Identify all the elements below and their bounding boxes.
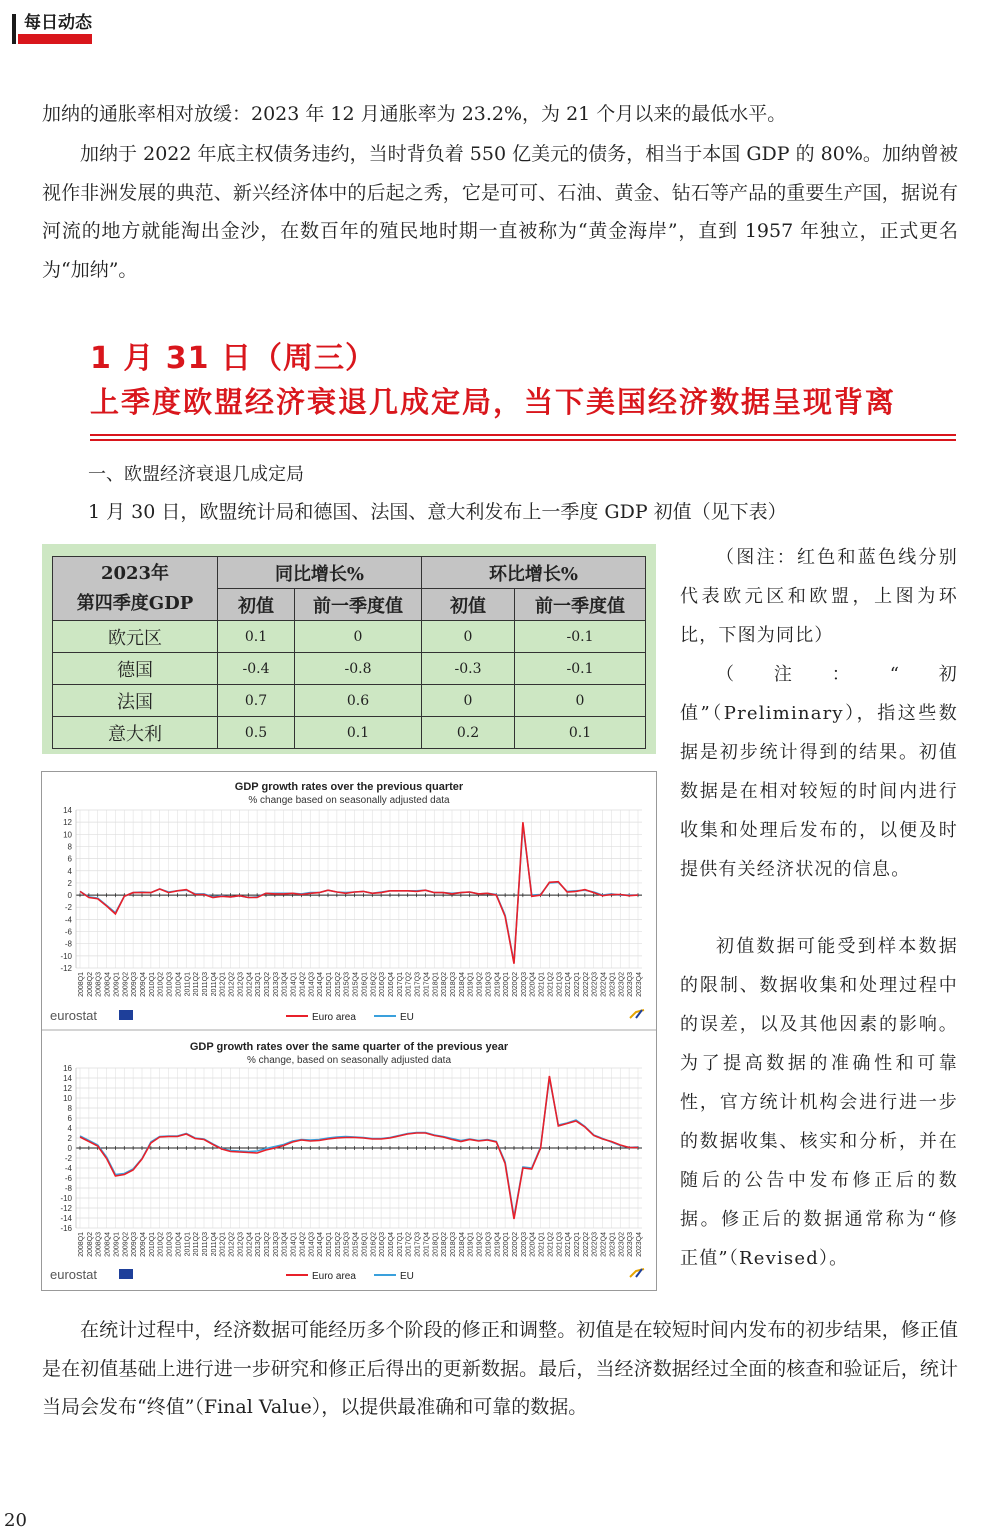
x-tick-label: 2023Q2 (618, 972, 626, 997)
x-tick-label: 2017Q2 (405, 972, 413, 997)
y-tick-label: -12 (60, 964, 72, 973)
y-tick-label: 4 (67, 1124, 72, 1133)
x-tick-label: 2009Q3 (131, 1232, 139, 1257)
y-tick-label: 2 (67, 878, 72, 888)
x-tick-label: 2011Q3 (202, 972, 209, 997)
side-note-revised: 初值数据可能受到样本数据的限制、数据收集和处理过程中的误差，以及其他因素的影响。为了提高数据的准确性和可靠性，官方统计机构会进行进一步的数据收集、核实和分析，并在随后的公告中发布修正后的数据。修正后的数据通常称为“修正值”（Revised）。 (680, 936, 958, 1269)
eu-flag-icon (119, 1269, 133, 1279)
x-tick-label: 2017Q1 (396, 1232, 404, 1257)
x-tick-label: 2009Q4 (140, 1232, 147, 1257)
x-tick-label: 2021Q4 (565, 1232, 573, 1257)
cell: 0.1 (295, 717, 422, 749)
y-tick-label: -10 (60, 1194, 72, 1203)
x-tick-label: 2013Q2 (264, 972, 271, 997)
x-tick-label: 2015Q3 (343, 972, 351, 997)
x-tick-label: 2017Q4 (423, 1232, 431, 1257)
x-tick-label: 2010Q3 (166, 972, 174, 997)
x-tick-label: 2010Q1 (148, 972, 156, 997)
x-tick-label: 2021Q2 (547, 972, 555, 997)
y-tick-label: -6 (64, 1174, 72, 1183)
x-tick-label: 2017Q3 (414, 972, 422, 997)
eu-flag-icon (119, 1010, 133, 1020)
table-subheader: 初值 (422, 589, 515, 621)
y-tick-label: 14 (63, 806, 72, 815)
y-tick-label: -4 (64, 1164, 72, 1173)
cell: 0.6 (295, 685, 422, 717)
x-tick-label: 2013Q1 (255, 1232, 263, 1257)
x-tick-label: 2013Q3 (272, 972, 280, 997)
y-tick-label: 8 (67, 842, 72, 852)
x-tick-label: 2017Q1 (396, 972, 404, 997)
table-subheader: 前一季度值 (295, 589, 422, 621)
x-tick-label: 2019Q1 (467, 972, 475, 997)
x-tick-label: 2013Q4 (281, 1232, 289, 1257)
x-tick-label: 2022Q2 (582, 972, 590, 997)
table-subheader: 前一季度值 (515, 589, 646, 621)
x-tick-label: 2021Q3 (556, 972, 564, 997)
cell: 0.5 (218, 717, 295, 749)
x-tick-label: 2015Q4 (352, 972, 360, 997)
cell: 0 (422, 621, 515, 653)
cell: -0.1 (515, 621, 646, 653)
x-tick-label: 2012Q4 (246, 972, 254, 997)
table-row (53, 685, 646, 717)
y-tick-label: 0 (67, 891, 72, 901)
series-line-eu (80, 825, 638, 963)
x-tick-label: 2013Q2 (264, 1232, 271, 1257)
x-tick-label: 2015Q3 (343, 1232, 351, 1257)
x-tick-label: 2011Q1 (184, 972, 192, 997)
lead-paragraph: 1 月 30 日，欧盟统计局和德国、法国、意大利发布上一季度 GDP 初值（见下表） (88, 501, 787, 523)
x-tick-label: 2018Q3 (450, 1232, 457, 1257)
y-tick-label: 16 (63, 1064, 72, 1073)
x-tick-label: 2012Q4 (246, 1232, 254, 1257)
x-tick-label: 2014Q4 (317, 1232, 325, 1257)
x-tick-label: 2018Q2 (441, 1232, 449, 1257)
x-tick-label: 2020Q2 (512, 972, 519, 997)
x-tick-label: 2022Q3 (591, 972, 599, 997)
x-tick-label: 2010Q2 (157, 972, 165, 997)
x-tick-label: 2023Q1 (609, 1232, 617, 1257)
section-heading: 一、欧盟经济衰退几成定局 (88, 464, 304, 485)
x-tick-label: 2022Q2 (582, 1232, 590, 1257)
cell: -0.1 (515, 653, 646, 685)
headline-rule-top (90, 434, 956, 436)
x-tick-label: 2016Q2 (370, 972, 378, 997)
x-tick-label: 2021Q1 (538, 972, 546, 997)
x-tick-label: 2008Q4 (104, 1232, 112, 1257)
x-tick-label: 2009Q2 (122, 972, 130, 997)
cell: 0 (295, 621, 422, 653)
row-name: 德国 (53, 653, 218, 685)
x-tick-label: 2023Q3 (627, 972, 635, 997)
x-tick-label: 2010Q3 (166, 1232, 174, 1257)
chart-subtitle: % change, based on seasonally adjusted data (246, 1055, 452, 1066)
y-tick-label: -8 (64, 939, 72, 949)
x-tick-label: 2011Q4 (210, 1232, 218, 1257)
x-tick-label: 2009Q1 (113, 1232, 121, 1257)
x-tick-label: 2015Q1 (326, 1232, 333, 1257)
y-tick-label: 0 (67, 1144, 72, 1153)
x-tick-label: 2010Q4 (175, 1232, 183, 1257)
x-tick-label: 2014Q3 (308, 972, 316, 997)
y-tick-label: -12 (60, 1204, 72, 1213)
closing-paragraph: 在统计过程中，经济数据可能经历多个阶段的修正和调整。初值是在较短时间内发布的初步结果，修正值是在初值基础上进行进一步研究和修正后得出的更新数据。最后，当经济数据经过全面的核查和验证后，统计当局会发布“终值”（Final Value），以提供最准确和可靠的数据。 (42, 1319, 958, 1418)
y-tick-label: 4 (67, 866, 72, 876)
x-tick-label: 2022Q4 (600, 972, 608, 997)
y-tick-label: -10 (60, 951, 72, 961)
y-tick-label: -8 (64, 1184, 72, 1193)
table-row (53, 653, 646, 685)
cell: 0.7 (218, 685, 295, 717)
x-tick-label: 2016Q2 (370, 1232, 378, 1257)
cell: 0.1 (218, 621, 295, 653)
x-tick-label: 2023Q3 (627, 1232, 635, 1257)
series-line-euro-area (80, 822, 638, 964)
y-tick-label: 8 (67, 1104, 72, 1113)
x-tick-label: 2014Q3 (308, 1232, 316, 1257)
x-tick-label: 2012Q1 (219, 1232, 227, 1257)
x-tick-label: 2015Q1 (326, 972, 333, 997)
x-tick-label: 2019Q3 (485, 972, 493, 997)
y-tick-label: 10 (63, 830, 72, 840)
x-tick-label: 2020Q3 (520, 1232, 528, 1257)
table-group-yoy: 同比增长% (218, 557, 422, 589)
y-tick-label: 6 (67, 854, 72, 864)
cell: 0.2 (422, 717, 515, 749)
x-tick-label: 2019Q1 (467, 1232, 475, 1257)
x-tick-label: 2018Q3 (450, 972, 457, 997)
x-tick-label: 2011Q2 (193, 972, 201, 997)
x-tick-label: 2020Q4 (529, 1232, 537, 1257)
x-tick-label: 2014Q1 (290, 1232, 298, 1257)
x-tick-label: 2008Q3 (95, 1232, 103, 1257)
y-tick-label: 12 (63, 1084, 72, 1093)
table-subheader: 初值 (218, 589, 295, 621)
x-tick-label: 2008Q3 (95, 972, 103, 997)
x-tick-label: 2013Q1 (255, 972, 263, 997)
x-tick-label: 2010Q1 (148, 1232, 156, 1257)
x-tick-label: 2017Q3 (414, 1232, 422, 1257)
x-tick-label: 2011Q1 (184, 1232, 192, 1257)
y-tick-label: 2 (67, 1134, 72, 1143)
cell: 0 (515, 685, 646, 717)
x-tick-label: 2020Q3 (520, 972, 528, 997)
x-tick-label: 2015Q2 (334, 972, 342, 997)
table-row (53, 621, 646, 653)
x-tick-label: 2015Q2 (334, 1232, 342, 1257)
article-headline: 上季度欧盟经济衰退几成定局，当下美国经济数据呈现背离 (90, 385, 897, 419)
x-tick-label: 2023Q4 (636, 972, 643, 997)
x-tick-label: 2008Q4 (104, 972, 112, 997)
legend-label-eu: EU (400, 1271, 414, 1282)
x-tick-label: 2009Q3 (131, 972, 139, 997)
x-tick-label: 2012Q3 (237, 1232, 245, 1257)
intro-paragraph-2: 加纳于 2022 年底主权债务违约，当时背负着 550 亿美元的债务，相当于本国 GDP 的 80%。加纳曾被视作非洲发展的典范、新兴经济体中的后起之秀，它是可可、石油、黄金、钻石等产品的重要生产国，据说有河流的地方就能淘出金沙，在数百年的殖民地时期一直被称为“黄金海岸”，直到 1957 年独立，正式更名为“加纳”。 (42, 143, 958, 281)
x-tick-label: 2014Q4 (317, 972, 325, 997)
x-tick-label: 2009Q2 (122, 1232, 130, 1257)
y-tick-label: 14 (63, 1074, 72, 1083)
section-label: 每日动态 (24, 13, 92, 33)
legend-label-euro-area: Euro area (312, 1012, 356, 1023)
cell: -0.3 (422, 653, 515, 685)
x-tick-label: 2010Q4 (175, 972, 183, 997)
x-tick-label: 2014Q2 (299, 1232, 307, 1257)
x-tick-label: 2021Q4 (565, 972, 573, 997)
x-tick-label: 2018Q2 (441, 972, 449, 997)
y-tick-label: -2 (64, 903, 72, 913)
x-tick-label: 2011Q2 (193, 1232, 201, 1257)
x-tick-label: 2019Q2 (476, 1232, 484, 1257)
cell: -0.4 (218, 653, 295, 685)
x-tick-label: 2023Q4 (636, 1232, 643, 1257)
x-tick-label: 2018Q1 (432, 1232, 440, 1257)
table-row (53, 717, 646, 749)
y-tick-label: 10 (63, 1094, 72, 1103)
x-tick-label: 2009Q1 (113, 972, 121, 997)
x-tick-label: 2013Q3 (272, 1232, 280, 1257)
table-corner-line2: 第四季度GDP (76, 592, 194, 614)
chart-subtitle: % change based on seasonally adjusted data (248, 795, 450, 806)
x-tick-label: 2019Q2 (476, 972, 484, 997)
x-tick-label: 2011Q3 (202, 1232, 209, 1257)
y-tick-label: -16 (60, 1224, 72, 1233)
x-tick-label: 2014Q1 (290, 972, 298, 997)
y-tick-label: -4 (64, 915, 72, 925)
x-tick-label: 2009Q4 (140, 972, 147, 997)
row-name: 欧元区 (53, 621, 218, 653)
eurostat-logo: eurostat (50, 1008, 97, 1023)
x-tick-label: 2012Q1 (219, 972, 227, 997)
x-tick-label: 2020Q4 (529, 972, 537, 997)
y-tick-label: 12 (63, 818, 72, 828)
gdp-table-panel (42, 544, 656, 754)
x-tick-label: 2018Q4 (458, 972, 466, 997)
x-tick-label: 2008Q2 (86, 1232, 94, 1257)
eurostat-logo: eurostat (50, 1267, 97, 1282)
x-tick-label: 2014Q2 (299, 972, 307, 997)
article-date: 1 月 31 日（周三） (90, 341, 376, 376)
side-note-preliminary: （注：“初值”（Preliminary），指这些数据是初步统计得到的结果。初值数据是在相对较短的时间内进行收集和处理后发布的，以便及时提供有关经济状况的信息。 (680, 664, 958, 880)
x-tick-label: 2020Q2 (512, 1232, 519, 1257)
x-tick-label: 2019Q3 (485, 1232, 493, 1257)
side-note-caption: （图注：红色和蓝色线分别代表欧元区和欧盟，上图为环比，下图为同比） (680, 547, 958, 646)
cell: 0 (422, 685, 515, 717)
header-bar (12, 14, 16, 44)
page-number: 20 (4, 1510, 27, 1531)
y-tick-label: 6 (67, 1114, 72, 1123)
x-tick-label: 2012Q2 (228, 1232, 236, 1257)
x-tick-label: 2021Q2 (547, 1232, 555, 1257)
x-tick-label: 2022Q1 (574, 1232, 581, 1257)
x-tick-label: 2012Q2 (228, 972, 236, 997)
cell: 0.1 (515, 717, 646, 749)
table-corner (53, 557, 218, 621)
x-tick-label: 2017Q4 (423, 972, 431, 997)
row-name: 意大利 (53, 717, 218, 749)
x-tick-label: 2016Q1 (361, 972, 369, 997)
x-tick-label: 2017Q2 (405, 1232, 413, 1257)
x-tick-label: 2016Q4 (388, 1232, 395, 1257)
chart-title: GDP growth rates over the previous quarter (234, 781, 464, 793)
intro-paragraph-1: 加纳的通胀率相对放缓：2023 年 12 月通胀率为 23.2%，为 21 个月以来的最低水平。 (42, 103, 787, 125)
cell: -0.8 (295, 653, 422, 685)
x-tick-label: 2018Q1 (432, 972, 440, 997)
x-tick-label: 2019Q4 (494, 1232, 502, 1257)
x-tick-label: 2016Q3 (379, 1232, 387, 1257)
x-tick-label: 2012Q3 (237, 972, 245, 997)
x-tick-label: 2010Q2 (157, 1232, 165, 1257)
header-accent (18, 34, 92, 44)
y-tick-label: -14 (60, 1214, 72, 1223)
x-tick-label: 2016Q4 (388, 972, 395, 997)
eurostat-charts (41, 771, 657, 1291)
x-tick-label: 2021Q3 (556, 1232, 564, 1257)
table-corner-line1: 2023年 (100, 562, 170, 584)
x-tick-label: 2022Q1 (574, 972, 581, 997)
table-group-qoq: 环比增长% (422, 557, 646, 589)
headline-rule-bottom (90, 439, 956, 441)
x-tick-label: 2016Q1 (361, 1232, 369, 1257)
chart-title: GDP growth rates over the same quarter of the previous year (189, 1041, 509, 1053)
x-tick-label: 2021Q1 (538, 1232, 546, 1257)
x-tick-label: 2008Q1 (78, 1232, 85, 1257)
x-tick-label: 2023Q1 (609, 972, 617, 997)
x-tick-label: 2015Q4 (352, 1232, 360, 1257)
x-tick-label: 2022Q4 (600, 1232, 608, 1257)
legend-label-eu: EU (400, 1012, 414, 1023)
y-tick-label: -2 (64, 1154, 72, 1163)
x-tick-label: 2022Q3 (591, 1232, 599, 1257)
x-tick-label: 2013Q4 (281, 972, 289, 997)
x-tick-label: 2008Q1 (78, 972, 85, 997)
x-tick-label: 2020Q1 (503, 972, 511, 997)
y-tick-label: -6 (64, 927, 72, 937)
x-tick-label: 2019Q4 (494, 972, 502, 997)
gdp-table (52, 556, 646, 749)
x-tick-label: 2016Q3 (379, 972, 387, 997)
charts-svg (42, 772, 656, 1290)
x-tick-label: 2018Q4 (458, 1232, 466, 1257)
legend-label-euro-area: Euro area (312, 1271, 356, 1282)
x-tick-label: 2020Q1 (503, 1232, 511, 1257)
x-tick-label: 2011Q4 (210, 972, 218, 997)
x-tick-label: 2023Q2 (618, 1232, 626, 1257)
x-tick-label: 2008Q2 (86, 972, 94, 997)
row-name: 法国 (53, 685, 218, 717)
